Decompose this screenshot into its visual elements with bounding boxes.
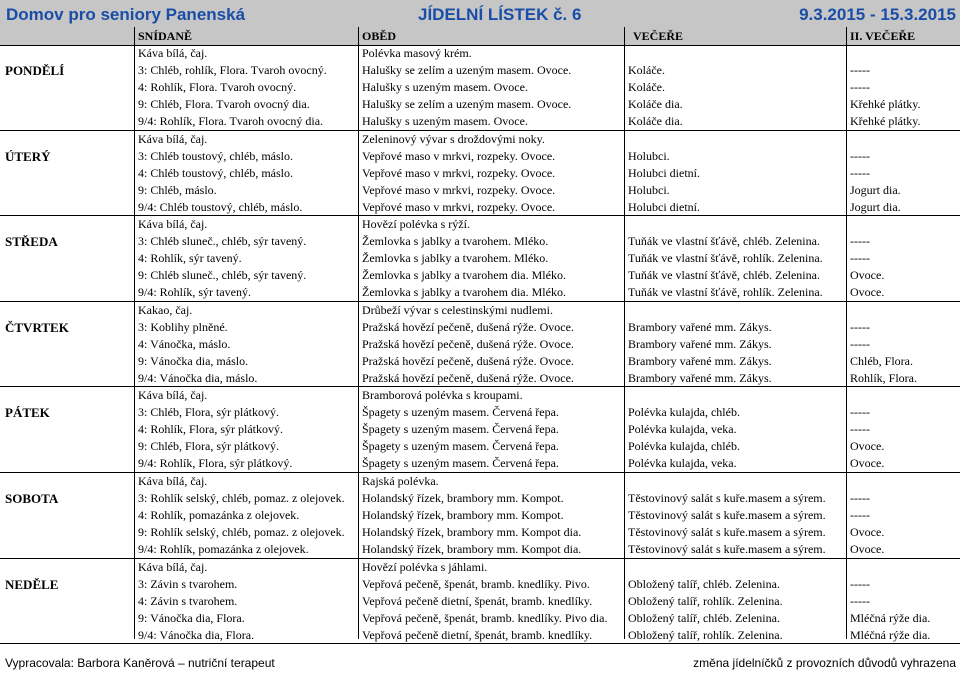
column-header-snidane: SNÍDANĚ [138,29,193,43]
menu-cell-vecere2: Jogurt dia. [850,182,901,197]
day-name: PONDĚLÍ [5,63,65,78]
menu-cell-snidane: 9/4: Rohlík, pomazánka z olejovek. [138,542,309,556]
day-block [0,473,960,559]
menu-cell-snidane: 4: Závin s tvarohem. [138,593,238,608]
menu-cell-snidane: 9: Chléb sluneč., chléb, sýr tavený. [138,268,307,283]
menu-cell-vecere: Polévka kulajda, veka. [628,456,737,471]
menu-cell-vecere2: ----- [850,508,870,522]
menu-cell-vecere2: Mléčná rýže dia. [850,610,931,625]
facility-title: Domov pro seniory Panenská [6,5,246,24]
day-block [0,216,960,302]
day-name: ÚTERÝ [5,148,51,164]
menu-cell-vecere: Koláče dia. [628,97,683,111]
menu-cell-vecere2: Ovoce. [850,542,885,556]
menu-cell-obed: Žemlovka s jablky a tvarohem dia. Mléko. [362,285,566,300]
menu-cell-vecere2: Křehké plátky. [850,114,921,128]
menu-cell-vecere2: Mléčná rýže dia. [850,627,931,642]
menu-cell-vecere: Tuňák ve vlastní šťávě, rohlík. Zelenina. [628,285,823,300]
menu-cell-obed: Žemlovka s jablky a tvarohem. Mléko. [362,251,549,266]
menu-cell-vecere: Těstovinový salát s kuře.masem a sýrem. [628,508,826,522]
menu-cell-obed: Pražská hovězí pečeně, dušená rýže. Ovoce. [362,353,574,368]
menu-cell-snidane: 9: Rohlík selský, chléb, pomaz. z olejovek. [138,525,345,539]
day-block [0,45,960,131]
menu-cell-obed: Halušky se zelím a uzeným masem. Ovoce. [362,63,572,77]
menu-cell-vecere2: ----- [850,165,870,180]
menu-cell-obed: Špagety s uzeným masem. Červená řepa. [362,439,559,454]
menu-cell-snidane: 3: Chléb, rohlík, Flora. Tvaroh ovocný. [138,63,327,77]
menu-cell-snidane: Káva bílá, čaj. [138,217,208,232]
menu-cell-obed: Zeleninový vývar s droždovými noky. [362,131,545,146]
menu-cell-vecere2: ----- [850,148,870,163]
menu-cell-vecere: Obložený talíř, chléb. Zelenina. [628,610,780,625]
menu-cell-vecere: Polévka kulajda, chléb. [628,405,740,420]
menu-cell-obed: Holandský řízek, brambory mm. Kompot dia. [362,525,582,539]
menu-cell-vecere2: ----- [850,80,870,94]
menu-cell-obed: Rajská polévka. [362,474,439,488]
menu-cell-snidane: 9: Vánočka dia, Flora. [138,610,245,625]
menu-cell-vecere: Brambory vařené mm. Zákys. [628,319,772,334]
menu-cell-obed: Holandský řízek, brambory mm. Kompot dia. [362,542,582,556]
menu-cell-vecere2: ----- [850,63,870,77]
menu-cell-vecere2: Křehké plátky. [850,97,921,111]
column-divider [358,27,359,639]
menu-cell-snidane: Káva bílá, čaj. [138,131,208,146]
day-block [0,131,960,217]
menu-cell-vecere: Koláče dia. [628,114,683,128]
menu-cell-obed: Halušky s uzeným masem. Ovoce. [362,80,528,94]
menu-cell-obed: Špagety s uzeným masem. Červená řepa. [362,456,559,471]
menu-cell-obed: Vepřová pečeně, špenát, bramb. knedlíky. Pivo dia. [362,610,608,625]
menu-cell-vecere: Brambory vařené mm. Zákys. [628,336,772,351]
menu-cell-vecere2: Ovoce. [850,268,885,283]
column-divider [846,27,847,639]
menu-cell-vecere2: ----- [850,234,870,249]
menu-cell-vecere2: ----- [850,336,870,351]
menu-cell-vecere2: Ovoce. [850,285,885,300]
menu-cell-obed: Polévka masový krém. [362,46,472,60]
date-range: 9.3.2015 - 15.3.2015 [799,5,956,24]
menu-cell-snidane: Káva bílá, čaj. [138,388,208,403]
menu-title: JÍDELNÍ LÍSTEK č. 6 [418,5,582,24]
menu-cell-snidane: 4: Vánočka, máslo. [138,336,231,351]
menu-cell-snidane: 4: Rohlík, sýr tavený. [138,251,242,266]
menu-cell-snidane: 3: Chléb, Flora, sýr plátkový. [138,405,279,420]
footer-author: Vypracovala: Barbora Kaněrová – nutriční terapeut [5,656,275,670]
menu-cell-vecere: Tuňák ve vlastní šťávě, chléb. Zelenina. [628,234,820,249]
menu-cell-obed: Vepřové maso v mrkvi, rozpeky. Ovoce. [362,182,556,197]
footer-note: změna jídelníčků z provozních důvodů vyhrazena [693,656,956,670]
menu-cell-vecere: Těstovinový salát s kuře.masem a sýrem. [628,525,826,539]
day-block [0,387,960,473]
menu-cell-snidane: 9/4: Rohlík, Flora, sýr plátkový. [138,456,293,471]
menu-cell-obed: Hovězí polévka s jáhlami. [362,559,488,574]
menu-cell-vecere: Koláče. [628,63,665,77]
day-name: PÁTEK [5,405,50,421]
menu-cell-obed: Vepřová pečeně, špenát, bramb. knedlíky. Pivo. [362,576,590,591]
menu-cell-vecere: Brambory vařené mm. Zákys. [628,353,772,368]
menu-cell-snidane: 9: Chléb, Flora, sýr plátkový. [138,439,279,454]
menu-cell-vecere: Těstovinový salát s kuře.masem a sýrem. [628,491,826,505]
menu-cell-vecere: Polévka kulajda, chléb. [628,439,740,454]
menu-cell-obed: Holandský řízek, brambory mm. Kompot. [362,491,564,505]
menu-cell-vecere2: ----- [850,319,870,334]
day-name: NEDĚLE [5,576,59,592]
menu-cell-obed: Špagety s uzeným masem. Červená řepa. [362,422,559,437]
menu-cell-snidane: Kakao, čaj. [138,302,193,317]
menu-cell-vecere2: ----- [850,422,870,437]
menu-cell-vecere2: ----- [850,576,870,591]
menu-cell-vecere2: ----- [850,405,870,420]
menu-cell-obed: Vepřové maso v mrkvi, rozpeky. Ovoce. [362,199,556,214]
menu-cell-vecere: Obložený talíř, rohlík. Zelenina. [628,593,783,608]
menu-cell-snidane: Káva bílá, čaj. [138,46,208,60]
menu-cell-vecere2: Ovoce. [850,525,885,539]
day-name: STŘEDA [5,234,58,250]
day-name: SOBOTA [5,491,59,506]
menu-cell-vecere2: ----- [850,251,870,266]
menu-cell-vecere: Koláče. [628,80,665,94]
menu-cell-vecere2: Jogurt dia. [850,199,901,214]
menu-cell-obed: Žemlovka s jablky a tvarohem dia. Mléko. [362,268,566,283]
menu-cell-obed: Žemlovka s jablky a tvarohem. Mléko. [362,234,549,249]
menu-cell-obed: Vepřové maso v mrkvi, rozpeky. Ovoce. [362,148,556,163]
menu-cell-snidane: 9/4: Vánočka dia, Flora. [138,627,255,642]
menu-cell-snidane: Káva bílá, čaj. [138,559,208,574]
menu-cell-vecere: Obložený talíř, chléb. Zelenina. [628,576,780,591]
menu-cell-obed: Špagety s uzeným masem. Červená řepa. [362,405,559,420]
menu-cell-snidane: 3: Závin s tvarohem. [138,576,238,591]
menu-cell-snidane: 3: Chléb sluneč., chléb, sýr tavený. [138,234,307,249]
menu-cell-snidane: 3: Koblihy plněné. [138,319,228,334]
menu-cell-vecere: Polévka kulajda, veka. [628,422,737,437]
menu-cell-vecere: Těstovinový salát s kuře.masem a sýrem. [628,542,826,556]
menu-cell-obed: Vepřová pečeně dietní, špenát, bramb. knedlíky. [362,593,593,608]
menu-cell-vecere2: ----- [850,491,870,505]
menu-cell-obed: Bramborová polévka s kroupami. [362,388,523,403]
menu-cell-vecere2: ----- [850,593,870,608]
menu-cell-obed: Vepřové maso v mrkvi, rozpeky. Ovoce. [362,165,556,180]
column-divider [624,27,625,639]
menu-cell-obed: Drůbeží vývar s celestinskými nudlemi. [362,302,553,317]
menu-cell-vecere: Holubci dietní. [628,199,700,214]
menu-cell-vecere: Holubci dietní. [628,165,700,180]
column-header-vecere: VEČEŘE [633,29,684,43]
menu-cell-snidane: 3: Chléb toustový, chléb, máslo. [138,148,293,163]
day-name: ČTVRTEK [5,319,69,335]
menu-cell-snidane: 4: Chléb toustový, chléb, máslo. [138,165,293,180]
menu-cell-vecere: Holubci. [628,182,670,197]
menu-cell-obed: Pražská hovězí pečeně, dušená rýže. Ovoce. [362,319,574,334]
menu-header [0,0,960,27]
menu-cell-snidane: 9: Chléb, máslo. [138,182,217,197]
menu-cell-snidane: 4: Rohlík, Flora, sýr plátkový. [138,422,283,437]
menu-cell-snidane: 4: Rohlík, Flora. Tvaroh ovocný. [138,80,297,94]
menu-cell-snidane: 9: Vánočka dia, máslo. [138,353,249,368]
menu-cell-snidane: 3: Rohlík selský, chléb, pomaz. z olejovek. [138,491,345,505]
menu-cell-snidane: 9/4: Rohlík, sýr tavený. [138,285,251,300]
menu-cell-obed: Halušky se zelím a uzeným masem. Ovoce. [362,97,572,111]
menu-cell-vecere2: Chléb, Flora. [850,353,913,368]
menu-cell-vecere: Holubci. [628,148,670,163]
menu-cell-obed: Halušky s uzeným masem. Ovoce. [362,114,528,128]
menu-cell-vecere2: Ovoce. [850,456,885,471]
menu-cell-snidane: 9/4: Vánočka dia, máslo. [138,370,258,385]
menu-cell-vecere2: Ovoce. [850,439,885,454]
menu-cell-vecere: Brambory vařené mm. Zákys. [628,370,772,385]
column-header-vecere2: II. VEČEŘE [850,29,916,43]
menu-cell-vecere: Tuňák ve vlastní šťávě, chléb. Zelenina. [628,268,820,283]
menu-cell-obed: Holandský řízek, brambory mm. Kompot. [362,508,564,522]
menu-cell-snidane: 4: Rohlík, pomazánka z olejovek. [138,508,300,522]
menu-cell-vecere2: Rohlík, Flora. [850,370,918,385]
menu-cell-vecere: Obložený talíř, rohlík. Zelenina. [628,627,783,642]
menu-cell-snidane: 9/4: Rohlík, Flora. Tvaroh ovocný dia. [138,114,324,128]
column-header-row [0,27,960,46]
menu-cell-vecere: Tuňák ve vlastní šťávě, rohlík. Zelenina. [628,251,823,266]
menu-cell-obed: Vepřová pečeně dietní, špenát, bramb. knedlíky. [362,627,593,642]
menu-cell-obed: Pražská hovězí pečeně, dušená rýže. Ovoce. [362,336,574,351]
column-header-obed: OBĚD [362,29,397,43]
column-divider [134,27,135,639]
menu-cell-obed: Hovězí polévka s rýží. [362,217,470,232]
menu-cell-snidane: 9: Chléb, Flora. Tvaroh ovocný dia. [138,97,310,111]
day-block [0,559,960,645]
menu-cell-obed: Pražská hovězí pečeně, dušená rýže. Ovoce. [362,370,574,385]
day-block [0,302,960,388]
menu-cell-snidane: 9/4: Chléb toustový, chléb, máslo. [138,199,303,214]
menu-cell-snidane: Káva bílá, čaj. [138,474,208,488]
